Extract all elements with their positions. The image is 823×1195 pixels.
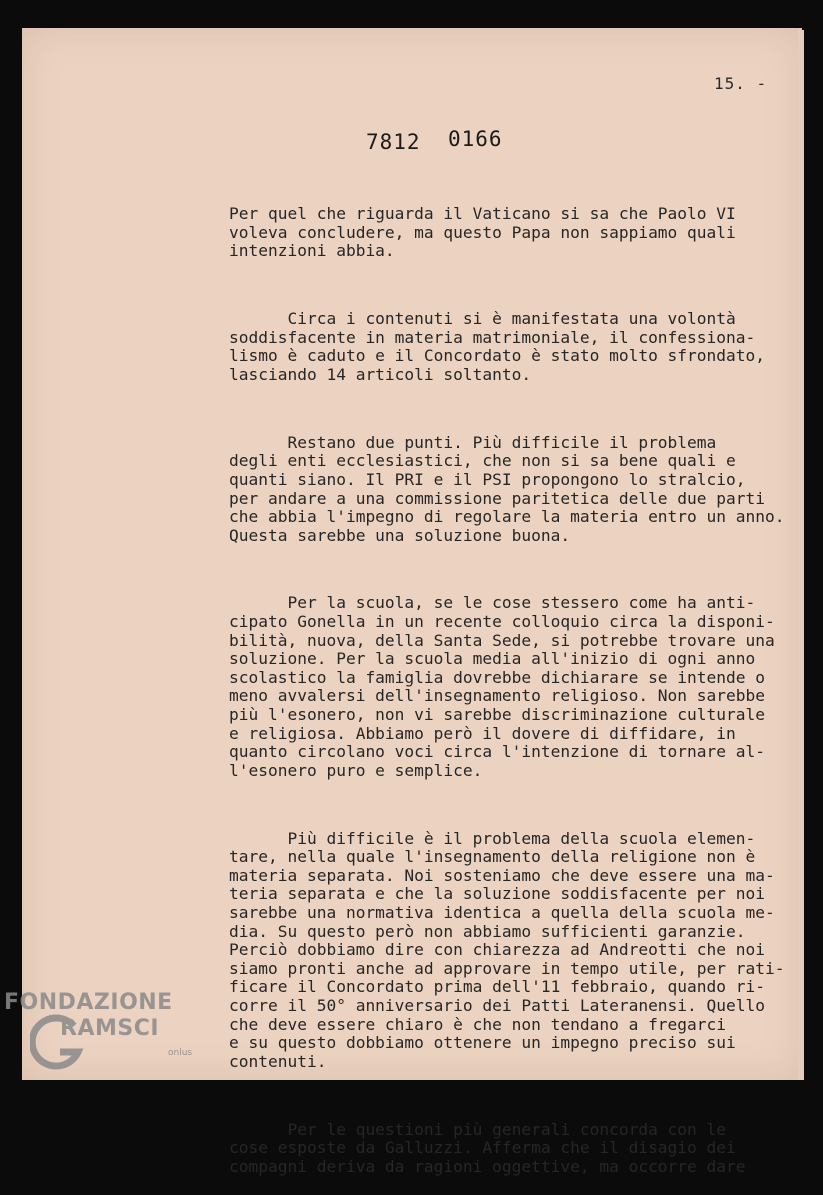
archive-stamp-number-2: 0166 bbox=[448, 127, 503, 151]
watermark-line-2: RAMSCI bbox=[60, 1016, 160, 1041]
page-edge bbox=[798, 30, 804, 1080]
watermark-line-1: FONDAZIONE bbox=[4, 990, 173, 1015]
paragraph: Per quel che riguarda il Vaticano si sa che Paolo VI voleva concludere, ma questo Papa non sappiamo quali intenzioni abbia. bbox=[229, 204, 736, 261]
watermark-line-3: onlus bbox=[168, 1048, 193, 1058]
archive-stamp-number: 7812 bbox=[366, 130, 421, 154]
paragraph: Restano due punti. Più difficile il problema degli enti ecclesiastici, che non si sa bene quali e quanti siano. Il PRI e il PSI propongono lo stralcio, per andare a una commissione paritetica delle due parti che abbia l'impegno di regolare la materia entro un anno. Questa sarebbe una soluzione buona. bbox=[229, 432, 785, 545]
paragraph: Circa i contenuti si è manifestata una volontà soddisfacente in materia matrimoniale, il confessiona- lismo è caduto e il Concordato è stato molto sfrondato, lasciando 14 articoli soltanto. bbox=[229, 309, 766, 384]
page-number: 15. - bbox=[714, 74, 768, 93]
paragraph: Più difficile è il problema della scuola elemen- tare, nella quale l'insegnamento della religione non è materia separata. Noi sosteniamo che deve essere una ma- teria separata e che la soluzione soddisfacente per noi sarebbe una normativa identica a quella della scuola me- dia. Su questo però non abbiamo sufficienti garanzie. Perciò dobbiamo dire con chiarezza ad Andreotti che noi siamo pronti anche ad approvare in tempo utile, per rati- ficare il Concordato prima dell'11 febbraio, quando ri- corre il 50° anniversario dei Patti Lateranensi. Quello che deve essere chiaro è che non tendano a fregarci e su questo dobbiamo ottenere un impegno preciso sui contenuti. bbox=[229, 828, 785, 1071]
typed-body-text bbox=[229, 168, 789, 1195]
paragraph: Per la scuola, se le cose stessero come ha anti- cipato Gonella in un recente colloquio circa la disponi- bilità, nuova, della Santa Sede, si potrebbe trovare una soluzione. Per la scuola media all'inizio di ogni anno scolastico la famiglia dovrebbe dichiarare se intende o meno avvalersi dell'insegnamento religioso. Non sarebbe più l'esonero, non vi sarebbe discriminazione culturale e religiosa. Abbiamo però il dovere di diffidare, in quanto circolano voci circa l'intenzione di tornare al- l'esonero puro e semplice. bbox=[229, 593, 775, 780]
paragraph: Per le questioni più generali concorda con le cose esposte da Galluzzi. Afferma che il disagio dei compagni deriva da ragioni oggettive, ma occorre dare bbox=[229, 1119, 746, 1176]
fondazione-gramsci-watermark bbox=[4, 990, 204, 1080]
